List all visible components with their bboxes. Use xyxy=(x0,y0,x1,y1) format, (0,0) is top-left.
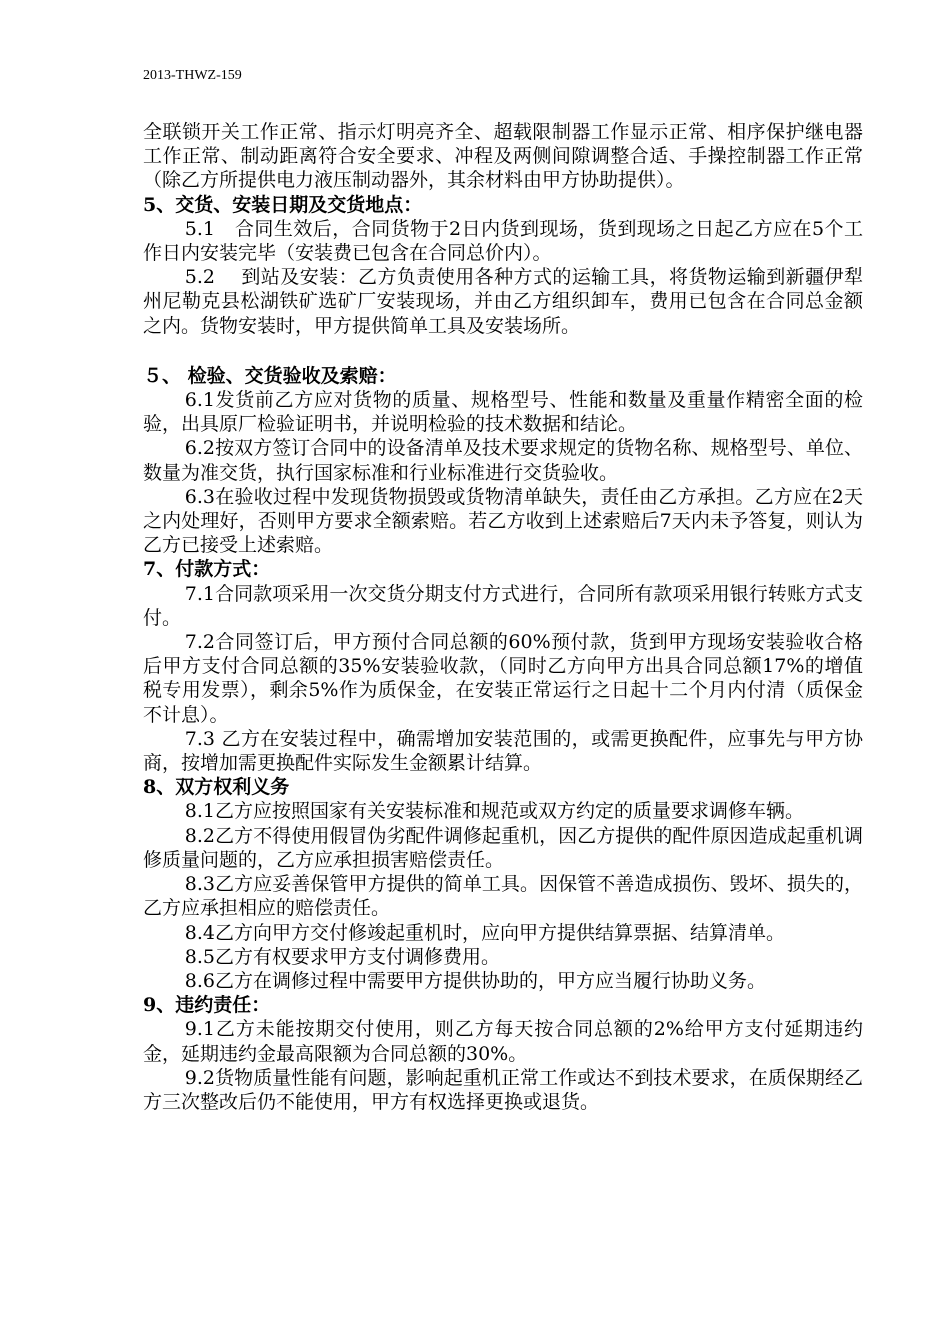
clause-7-3: 7.3 乙方在安装过程中，确需增加安装范围的，或需更换配件，应事先与甲方协商，按增加需更换配件实际发生金额累计结算。 xyxy=(143,727,863,775)
paragraph-continuation: 全联锁开关工作正常、指示灯明亮齐全、超载限制器工作显示正常、相序保护继电器工作正常、制动距离符合安全要求、冲程及两侧间隙调整合适、手操控制器工作正常（除乙方所提供电力液压制动器外，其余材料由甲方协助提供）。 xyxy=(143,121,863,192)
heading-liability: 9、违约责任： xyxy=(143,994,271,1017)
spacer xyxy=(143,338,863,364)
heading-rights: 8、双方权利义务 xyxy=(143,776,290,799)
contract-body xyxy=(143,120,863,1114)
clause-5-1: 5.1 合同生效后，合同货物于2日内货到现场，货到现场之日起乙方应在5个工作日内安装完毕（安装费已包含在合同总价内）。 xyxy=(143,217,863,265)
clause-8-2: 8.2乙方不得使用假冒伪劣配件调修起重机，因乙方提供的配件原因造成起重机调修质量问题的，乙方应承担损害赔偿责任。 xyxy=(143,824,863,871)
clause-8-4: 8.4乙方向甲方交付修竣起重机时，应向甲方提供结算票据、结算清单。 xyxy=(184,921,786,944)
clause-5-2: 5.2 到站及安装：乙方负责使用各种方式的运输工具，将货物运输到新疆伊犁州尼勒克县松湖铁矿选矿厂安装现场，并由乙方组织卸车，费用已包含在合同总金额之内。货物安装时，甲方提供简单工具及安装场所。 xyxy=(143,266,863,337)
clause-7-1: 7.1合同款项采用一次交货分期支付方式进行，合同所有款项采用银行转账方式支付。 xyxy=(143,582,863,629)
clause-8-6: 8.6乙方在调修过程中需要甲方提供协助的，甲方应当履行协助义务。 xyxy=(184,969,767,992)
heading-payment: 7、付款方式： xyxy=(143,558,271,581)
clause-8-1: 8.1乙方应按照国家有关安装标准和规范或双方约定的质量要求调修车辆。 xyxy=(184,800,805,823)
clause-6-1: 6.1发货前乙方应对货物的质量、规格型号、性能和数量及重量作精密全面的检验，出具原厂检验证明书，并说明检验的技术数据和结论。 xyxy=(143,389,863,436)
clause-9-1: 9.1乙方未能按期交付使用，则乙方每天按合同总额的2%给甲方支付延期违约金，延期违约金最高限额为合同总额的30%。 xyxy=(143,1018,863,1065)
clause-8-3: 8.3乙方应妥善保管甲方提供的简单工具。因保管不善造成损伤、毁坏、损失的，乙方应承担相应的赔偿责任。 xyxy=(143,873,863,920)
clause-6-3: 6.3在验收过程中发现货物损毁或货物清单缺失，责任由乙方承担。乙方应在2天之内处理好，否则甲方要求全额索赔。若乙方收到上述索赔后7天内未予答复，则认为乙方已接受上述索赔。 xyxy=(143,485,863,557)
clause-8-5: 8.5乙方有权要求甲方支付调修费用。 xyxy=(184,945,501,968)
clause-9-2: 9.2货物质量性能有问题，影响起重机正常工作或达不到技术要求，在质保期经乙方三次整改后仍不能使用，甲方有权选择更换或退货。 xyxy=(143,1066,863,1113)
heading-inspection: ５、 检验、交货验收及索赔： xyxy=(143,364,397,387)
clause-6-2: 6.2按双方签订合同中的设备清单及技术要求规定的货物名称、规格型号、单位、数量为准交货，执行国家标准和行业标准进行交货验收。 xyxy=(143,437,863,484)
doc-code: 2013-THWZ-159 xyxy=(143,68,242,83)
clause-7-2: 7.2合同签订后，甲方预付合同总额的60%预付款，货到甲方现场安装验收合格后甲方支付合同总额的35%安装验收款，（同时乙方向甲方出具合同总额17%的增值税专用发票），剩余5%作为质保金，在安装正常运行之日起十二个月内付清（质保金不计息）。 xyxy=(143,631,863,726)
heading-delivery: 5、交货、安装日期及交货地点： xyxy=(143,193,423,216)
